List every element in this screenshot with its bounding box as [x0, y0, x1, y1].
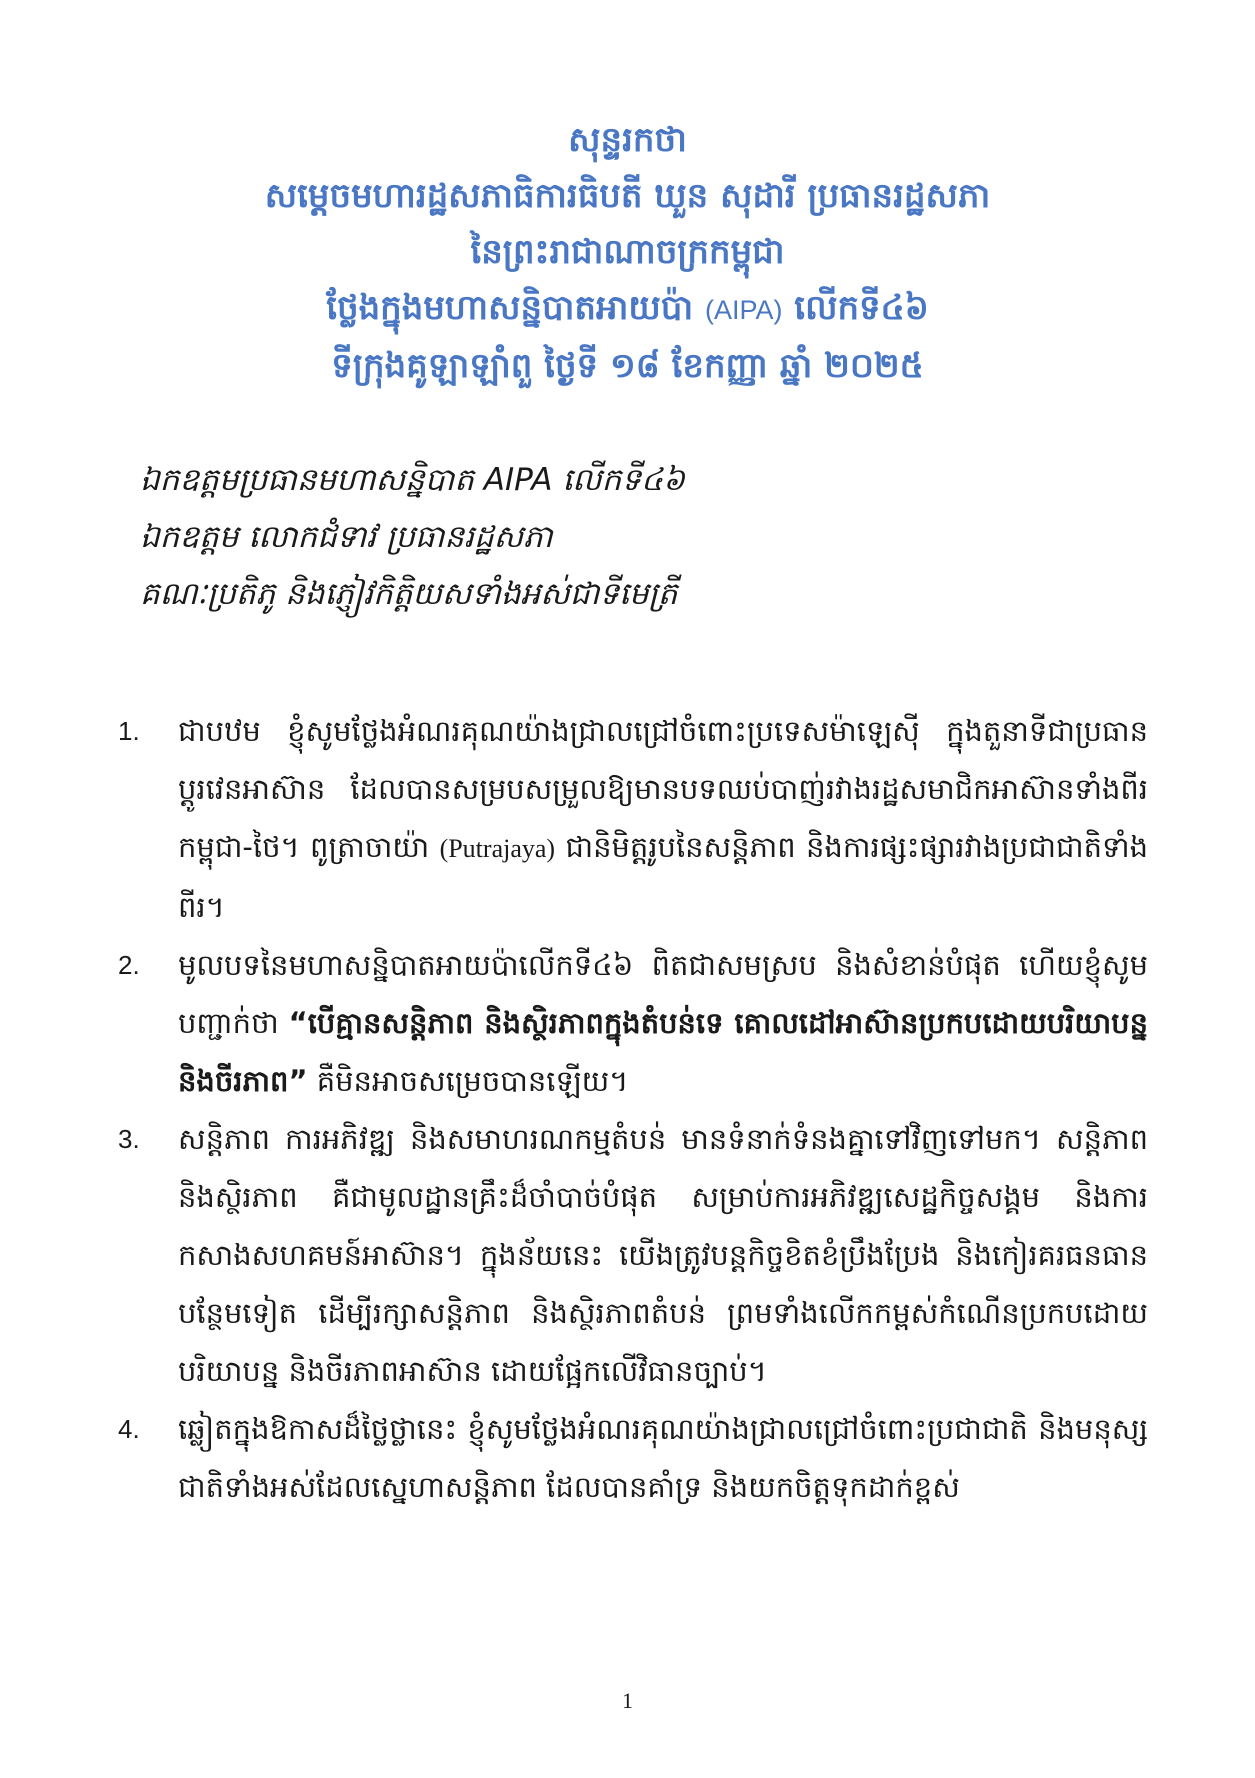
title-line-4-pre: ថ្លែងក្នុងមហាសន្និបាតអាយប៉ា [326, 288, 705, 328]
paragraph-latin-term: (Putrajaya) [439, 834, 556, 863]
salutations [140, 452, 1140, 623]
numbered-paragraph [118, 1400, 1148, 1516]
paragraph-number: 1. [118, 716, 140, 746]
title-line-4-post: លើកទី៤៦ [782, 288, 929, 328]
paragraph-text [178, 702, 1148, 936]
salutation-line: ឯកឧត្តមប្រធានមហាសន្និបាត AIPA លើកទី៤៦ [140, 462, 685, 498]
paragraph-text-part: គឺមិនអាចសម្រេចបានឡើយ។ [307, 1064, 629, 1098]
numbered-paragraph [118, 702, 1148, 936]
paragraph-number: 3. [118, 1124, 140, 1154]
title-line-1: សុន្ទរកថា [568, 120, 687, 160]
title-line-4 [130, 280, 1125, 338]
paragraph-emphasis: “បើគ្មានសន្តិភាព និងស្ថិរភាពក្នុងតំបន់ទេ គោលដៅអាស៊ានប្រកបដោយបរិយាបន្ន និងចីរភាព” [178, 1006, 1148, 1098]
paragraph-text: ឆ្លៀតក្នុងឱកាសដ៏ថ្លៃថ្លានេះ ខ្ញុំសូមថ្លែងអំណរគុណយ៉ាងជ្រាលជ្រៅចំពោះប្រជាជាតិ និងមនុស្សជាតិទាំងអស់ដែលស្នេហាសន្តិភាព ដែលបានគាំទ្រ និងយកចិត្តទុកដាក់ខ្ពស់ [178, 1412, 1148, 1504]
title-line-4-latin: (AIPA) [704, 295, 783, 325]
salutation-line: ឯកឧត្តម លោកជំទាវ ប្រធានរដ្ឋសភា [140, 519, 553, 555]
paragraph-text-part: ជានិមិត្តរូបនៃសន្តិភាព និងការផ្សះផ្សារវាងប្រជាជាតិទាំងពីរ។ [178, 830, 1148, 924]
salutation-line: គណៈប្រតិភូ និងភ្ញៀវកិត្តិយសទាំងអស់ជាទីមេត្រី [140, 576, 678, 612]
title-line-3: នៃព្រះរាជាណាចក្រកម្ពុជា [470, 232, 785, 272]
paragraph-text-part: មូលបទនៃមហាសន្និបាតអាយប៉ាលើកទី៤៦ ពិតជាសមស្រប និងសំខាន់បំផុត ហើយខ្ញុំសូមបញ្ជាក់ថា [178, 948, 1148, 1040]
paragraph-number: 2. [118, 950, 140, 980]
paragraph-number: 4. [118, 1414, 140, 1444]
paragraph-text-part: ជាបឋម ខ្ញុំសូមថ្លែងអំណរគុណយ៉ាងជ្រាលជ្រៅចំពោះប្រទេសម៉ាឡេស៊ី ក្នុងតួនាទីជាប្រធានប្តូរវេនអាស៊ាន ដែលបានសម្របសម្រួលឱ្យមានបទឈប់បាញ់រវាងរដ្ឋសមាជិកអាស៊ានទាំងពីរ កម្ពុជា-ថៃ។ ពូត្រាចាយ៉ា [178, 714, 1148, 864]
title-line-2: សម្តេចមហារដ្ឋសភាធិការធិបតី ឃួន សុដារី ប្រធានរដ្ឋសភា [264, 176, 991, 216]
numbered-paragraph [118, 936, 1148, 1110]
paragraph-text [178, 936, 1148, 1110]
title-line-5: ទីក្រុងគូឡាឡាំពួ ថ្ងៃទី ១៨ ខែកញ្ញា ឆ្នាំ ២០២៥ [331, 346, 924, 386]
paragraph-text: សន្តិភាព ការអភិវឌ្ឍ និងសមាហរណកម្មតំបន់ មានទំនាក់ទំនងគ្នាទៅវិញទៅមក។ សន្តិភាព និងស្ថិរភាព គឺជាមូលដ្ឋានគ្រឹះដ៏ចាំបាច់បំផុត សម្រាប់ការអភិវឌ្ឍសេដ្ឋកិច្ចសង្គម និងការកសាងសហគមន៍អាស៊ាន។ ក្នុងន័យនេះ យើងត្រូវបន្តកិច្ចខិតខំប្រឹងប្រែង និងកៀរគរធនធានបន្ថែមទៀត ដើម្បីរក្សាសន្តិភាព និងស្ថិរភាពតំបន់ ព្រមទាំងលើកកម្ពស់កំណើនប្រកបដោយបរិយាបន្ន និងចីរភាពអាស៊ាន ដោយផ្អែកលើវិធានច្បាប់។ [178, 1122, 1148, 1388]
speech-title [130, 112, 1125, 394]
page-number: 1 [622, 1688, 633, 1713]
speech-body [118, 702, 1148, 1516]
numbered-paragraph [118, 1110, 1148, 1400]
